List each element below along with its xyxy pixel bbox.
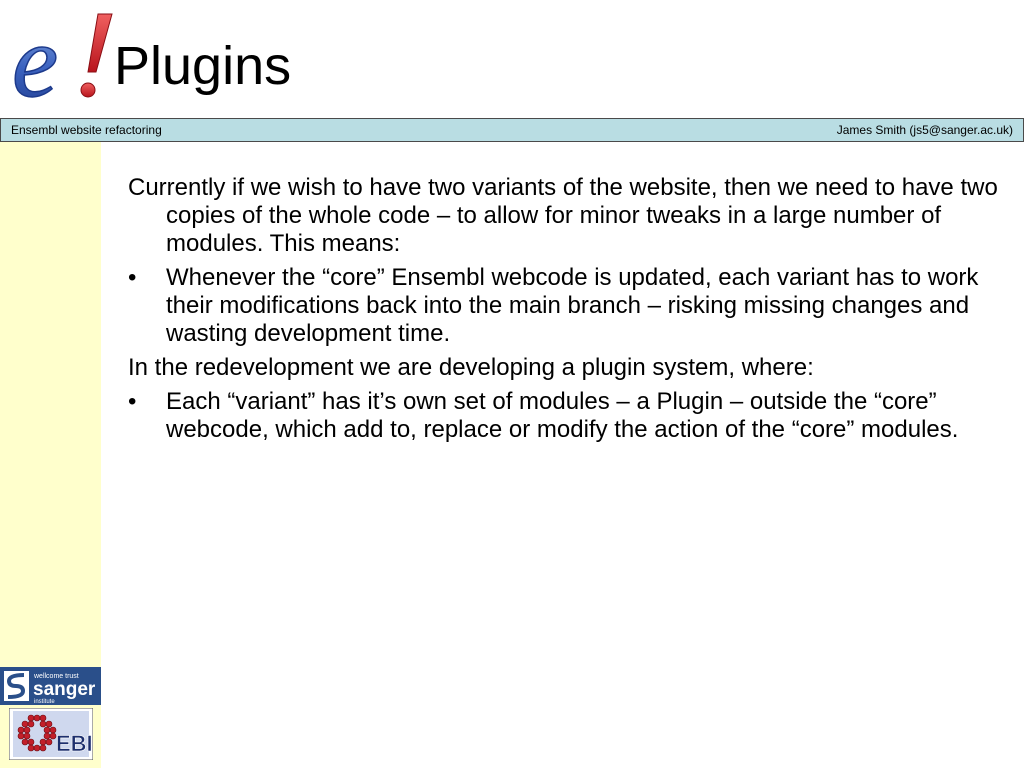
header-left-text: Ensembl website refactoring: [11, 123, 162, 137]
slide-title: Plugins: [114, 36, 292, 96]
bullet-item: [128, 264, 1008, 348]
header-right-text: James Smith (js5@sanger.ac.uk): [836, 123, 1013, 137]
slide-content: [128, 174, 1008, 450]
bullet-text: Whenever the “core” Ensembl webcode is updated, each variant has to work their modifications back into the main branch – risking missing changes and wasting development time.: [166, 264, 979, 347]
ebi-logo-icon: [9, 708, 93, 760]
bullet-item: [128, 388, 1008, 444]
header-bar: [0, 118, 1024, 142]
sanger-logo-line3: institute: [34, 699, 55, 705]
bullet-text: Each “variant” has it’s own set of modules – a Plugin – outside the “core” webcode, which add to, replace or modify the action of the “core” modules.: [166, 388, 959, 443]
bullet-marker: •: [128, 264, 137, 291]
paragraph-intro: Currently if we wish to have two variants of the website, then we need to have two copies of the whole code – to allow for minor tweaks in a large number of modules. This means:: [128, 174, 998, 257]
sanger-logo-line1: wellcome trust: [34, 673, 79, 680]
paragraph-redevelopment: In the redevelopment we are developing a plugin system, where:: [128, 354, 814, 381]
ensembl-e-logo-icon: [12, 10, 118, 106]
bullet-marker: •: [128, 388, 137, 415]
sanger-logo-line2: sanger: [33, 679, 96, 700]
sanger-logo-icon: [0, 667, 101, 705]
ebi-logo-text: EBI: [56, 731, 93, 756]
svg-text:e: e: [12, 10, 59, 106]
